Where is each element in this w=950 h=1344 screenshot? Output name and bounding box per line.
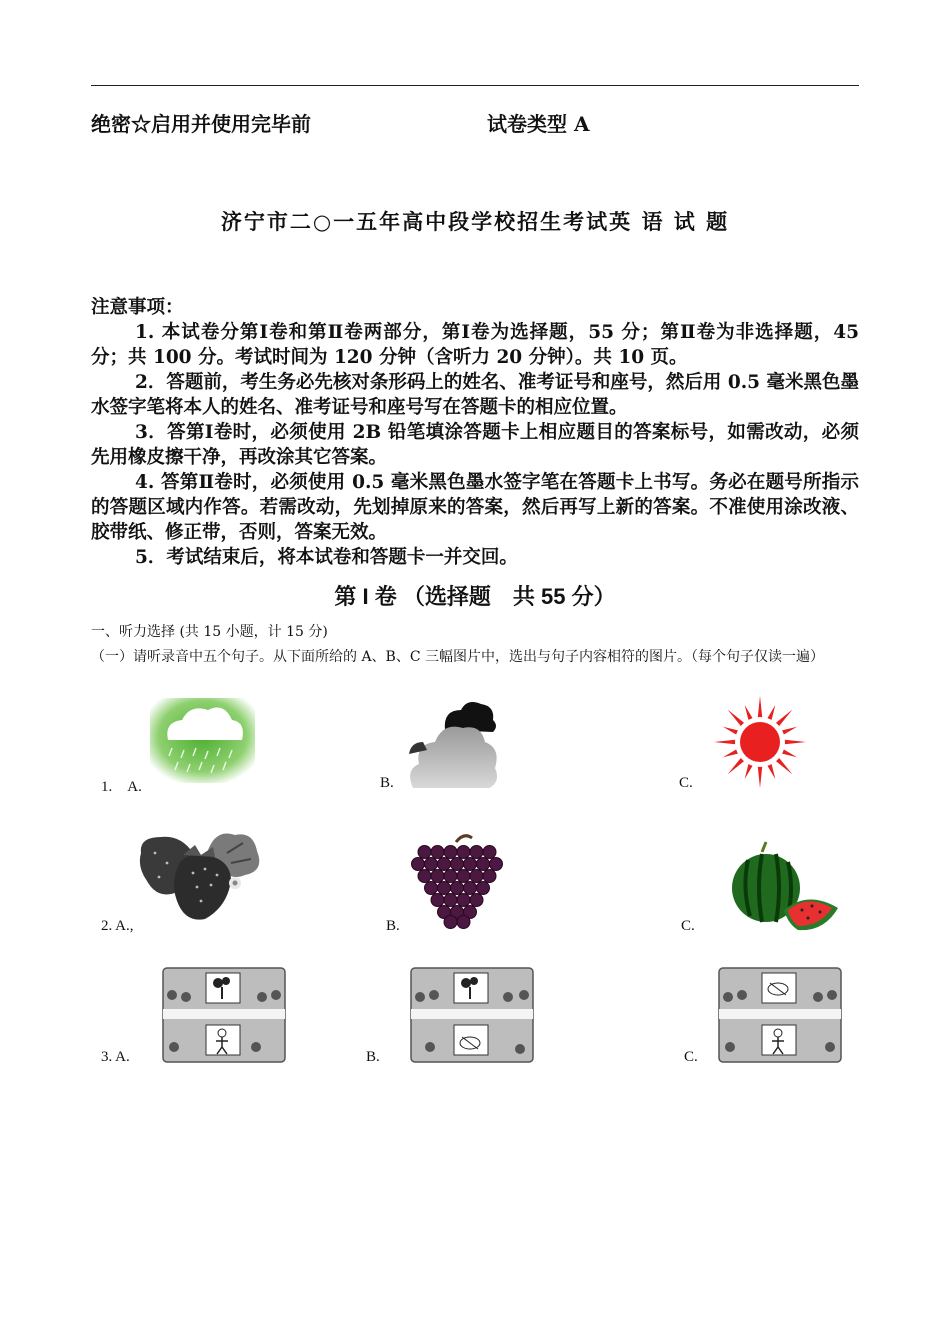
grape — [457, 916, 470, 929]
grape — [431, 894, 444, 907]
grape — [477, 882, 490, 895]
q1-label-a: 1. A. — [101, 779, 142, 795]
grape — [425, 858, 438, 871]
grape — [483, 846, 496, 859]
grape — [418, 846, 431, 859]
sun-ray — [782, 750, 797, 758]
grape — [457, 894, 470, 907]
grape — [431, 870, 444, 883]
note-item: 4. 答第Ⅱ卷时，必须使用 0.5 毫米黑色墨水签字笔在答题卡上书写。务必在题号所指示的答题区域内作答。若需改动，先划掉原来的答案，然后再写上新的答案。不准使用涂改液、胶带纸、修正带，否则，答案无效。 — [91, 472, 859, 543]
grape — [444, 870, 457, 883]
notes-block — [91, 295, 859, 570]
notes-heading: 注意事项： — [91, 297, 184, 318]
sun-ray — [728, 710, 745, 727]
confidential-label: 绝密☆启用并使用完毕前 — [91, 112, 311, 136]
q2-label-a: 2. A., — [101, 918, 134, 934]
grape — [412, 858, 425, 871]
grape — [470, 870, 483, 883]
exam-title: 济宁市二○一五年高中段学校招生考试英 语 试 题 — [220, 209, 730, 234]
sun-ray — [785, 740, 806, 744]
grape — [490, 858, 503, 871]
grape — [431, 846, 444, 859]
sun-ray — [768, 764, 776, 779]
sun-ray — [723, 750, 738, 758]
grape — [425, 882, 438, 895]
grape — [451, 882, 464, 895]
note-item: 3．答第Ⅰ卷时，必须使用 2B 铅笔填涂答题卡上相应题目的答案标号，如需改动，必须先用橡皮擦干净，再改涂其它答案。 — [91, 422, 859, 468]
sun-ray — [745, 764, 753, 779]
section-heading: 一、听力选择 (共 15 小题，计 15 分) — [91, 624, 328, 640]
note-item: 1. 本试卷分第Ⅰ卷和第Ⅱ卷两部分，第Ⅰ卷为选择题，55 分；第Ⅱ卷为非选择题，45 分；共 100 分。考试时间为 120 分钟（含听力 20 分钟）。共 10 页。 — [91, 322, 859, 368]
q3-label-c: C. — [684, 1049, 698, 1065]
grape — [444, 916, 457, 929]
grape — [464, 882, 477, 895]
rain-cloud-icon — [150, 698, 255, 783]
grape — [438, 882, 451, 895]
q2-label-b: B. — [386, 918, 400, 934]
q1-label-c: C. — [679, 775, 693, 791]
grapes-icon — [410, 830, 505, 930]
note-item: 5．考试结束后，将本试卷和答题卡一并交回。 — [135, 547, 518, 568]
grape — [464, 858, 477, 871]
grape — [451, 858, 464, 871]
sun-ray — [758, 696, 762, 717]
grape — [470, 846, 483, 859]
grape — [483, 870, 496, 883]
scene-a-icon — [162, 967, 286, 1063]
grape — [470, 894, 483, 907]
q3-label-a: 3. A. — [101, 1049, 130, 1065]
grape — [457, 870, 470, 883]
grape — [444, 894, 457, 907]
scene-b-icon — [410, 967, 534, 1063]
q2-label-c: C. — [681, 918, 695, 934]
sun-ray — [723, 727, 738, 735]
note-item: 2．答题前，考生务必先核对条形码上的姓名、准考证号和座号，然后用 0.5 毫米黑色墨水签字笔将本人的姓名、准考证号和座号写在答题卡的相应位置。 — [91, 372, 859, 418]
grape — [444, 846, 457, 859]
dark-clouds-icon — [405, 698, 500, 790]
sun-ray — [714, 740, 735, 744]
sun-ray — [728, 758, 745, 775]
top-rule — [91, 85, 859, 86]
watermelon-icon — [728, 838, 840, 934]
sun-ray — [768, 705, 776, 720]
paper-type-label: 试卷类型 A — [487, 112, 590, 136]
sun-icon — [710, 692, 810, 792]
q1-label-b: B. — [380, 775, 394, 791]
grape — [457, 846, 470, 859]
scene-c-icon — [718, 967, 842, 1063]
part-one-heading: 第 I 卷 （选择题 共 55 分） — [334, 584, 616, 609]
q3-label-b: B. — [366, 1049, 380, 1065]
listening-instruction: （一）请听录音中五个句子。从下面所给的 A、B、C 三幅图片中，选出与句子内容相符的图片。（每个句子仅读一遍） — [91, 649, 825, 665]
strawberries-icon — [135, 823, 265, 923]
grape — [438, 858, 451, 871]
sun-ray — [776, 710, 793, 727]
sun-ray — [758, 767, 762, 788]
grape — [418, 870, 431, 883]
sun-ray — [776, 758, 793, 775]
sun-ray — [745, 705, 753, 720]
sun-ray — [782, 727, 797, 735]
grape — [477, 858, 490, 871]
